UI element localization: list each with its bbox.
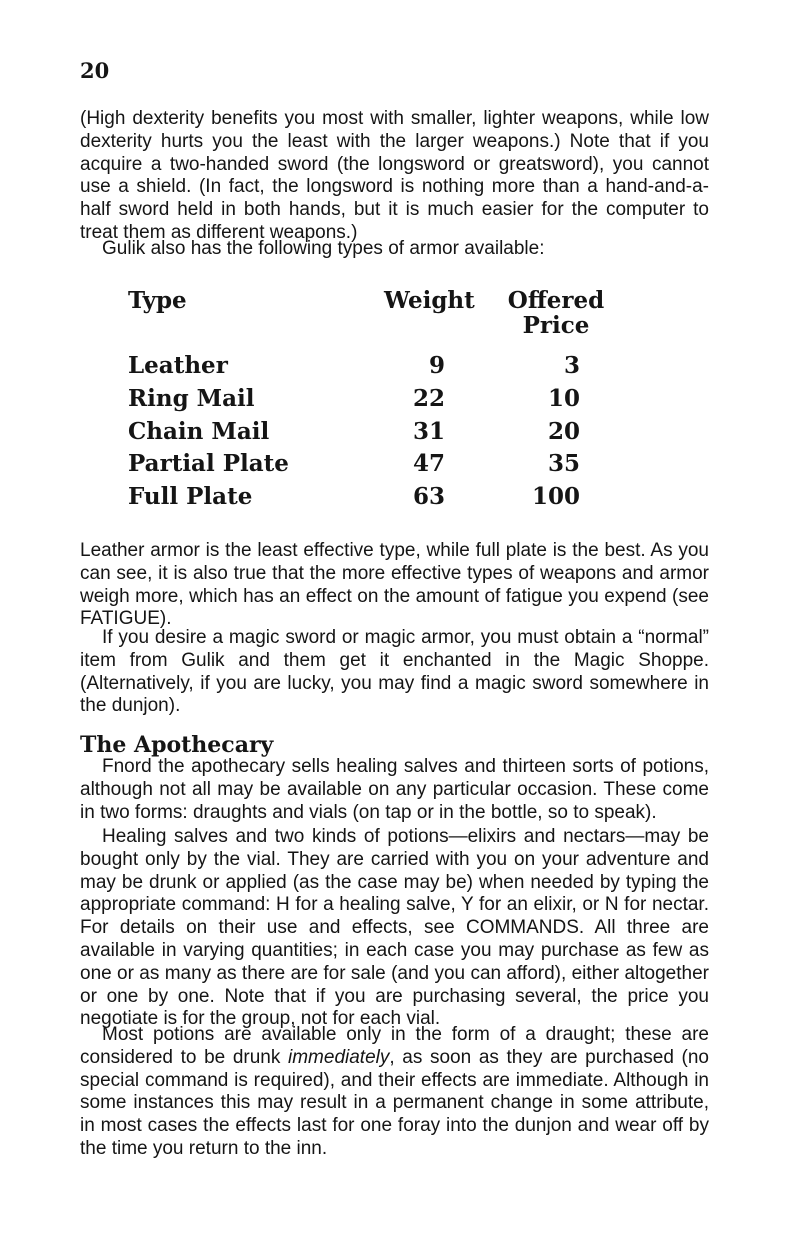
armor-price: 10: [547, 385, 580, 412]
table-header-price: Price: [522, 312, 590, 339]
paragraph-armor-intro: Gulik also has the following types of armor available:: [102, 238, 545, 259]
table-row: [128, 352, 628, 382]
armor-weight: 22: [412, 385, 445, 412]
table-row: [128, 418, 628, 448]
table-header-offered-price: [506, 288, 606, 338]
armor-weight: 9: [428, 352, 445, 379]
armor-type: Full Plate: [128, 483, 253, 510]
armor-price: 100: [531, 483, 580, 510]
armor-type: Leather: [128, 352, 228, 379]
paragraph-dexterity-note: (High dexterity benefits you most with smaller, lighter weapons, while low dexterity hurts you the least with the larger weapons.) Note that if you acquire a two-handed sword (the longsword or greatsword), you cannot use a shield. (In fact, the longsword is nothing more than a hand-and-a-half sword held in both hands, but it is much easier for the computer to treat them as different weapons.): [80, 108, 709, 243]
table-row: [128, 385, 628, 415]
table-row: [128, 483, 628, 513]
section-heading: The Apothecary: [80, 732, 274, 758]
armor-weight: 63: [412, 483, 445, 510]
paragraph-magic-items: If you desire a magic sword or magic armor, you must obtain a “normal” item from Gulik and them get it enchanted in the Magic Shoppe. (Alternatively, if you are lucky, you may find a magic sword somewhere in the dunjon).: [80, 627, 709, 717]
armor-price: 20: [547, 418, 580, 445]
paragraph-apothecary-intro: Fnord the apothecary sells healing salves and thirteen sorts of potions, although not all may be available on any particular occasion. These come in two forms: draughts and vials (on tap or in the bottle, so to speak).: [80, 756, 709, 823]
armor-price: 3: [563, 352, 580, 379]
armor-weight: 31: [412, 418, 445, 445]
draughts-text-start: Most potions are available only in the form of a draught; these are considered to be drunk: [80, 1024, 709, 1068]
table-header-type: Type: [128, 287, 187, 314]
table-header-weight: Weight: [384, 287, 475, 314]
paragraph-armor-effectiveness: Leather armor is the least effective type, while full plate is the best. As you can see, it is also true that the more effective types of weapons and armor weigh more, which has an effect on the amount of fatigue you expend (see FATIGUE).: [80, 540, 709, 630]
emphasis-immediately: immediately: [288, 1046, 390, 1068]
armor-type: Partial Plate: [128, 450, 289, 477]
armor-type: Chain Mail: [128, 418, 270, 445]
paragraph-draughts: [80, 1024, 709, 1161]
armor-type: Ring Mail: [128, 385, 255, 412]
paragraph-vials: Healing salves and two kinds of potions—elixirs and nectars—may be bought only by the vial. They are carried with you on your adventure and may be drunk or applied (as the case may be) when needed by typing the appropriate command: H for a healing salve, Y for an elixir, or N for nectar. For details on their use and effects, see COMMANDS. All three are available in varying quantities; in each case you may purchase as few as one or as many as there are for sale (and you can afford), either altogether or one by one. Note that if you are purchasing several, the price you negotiate is for the group, not for each vial.: [80, 826, 709, 1030]
table-row: [128, 450, 628, 480]
table-header-offered: Offered: [507, 287, 605, 314]
armor-weight: 47: [412, 450, 445, 477]
armor-price: 35: [547, 450, 580, 477]
page-number: 20: [80, 58, 110, 83]
draughts-text-end: , as soon as they are purchased (no special command is required), and their effects are immediate. Although in some instances this may result in a permanent change in some attribute, in most cases the effects last for one foray into the dunjon and wear off by the time you return to the inn.: [80, 1046, 709, 1159]
